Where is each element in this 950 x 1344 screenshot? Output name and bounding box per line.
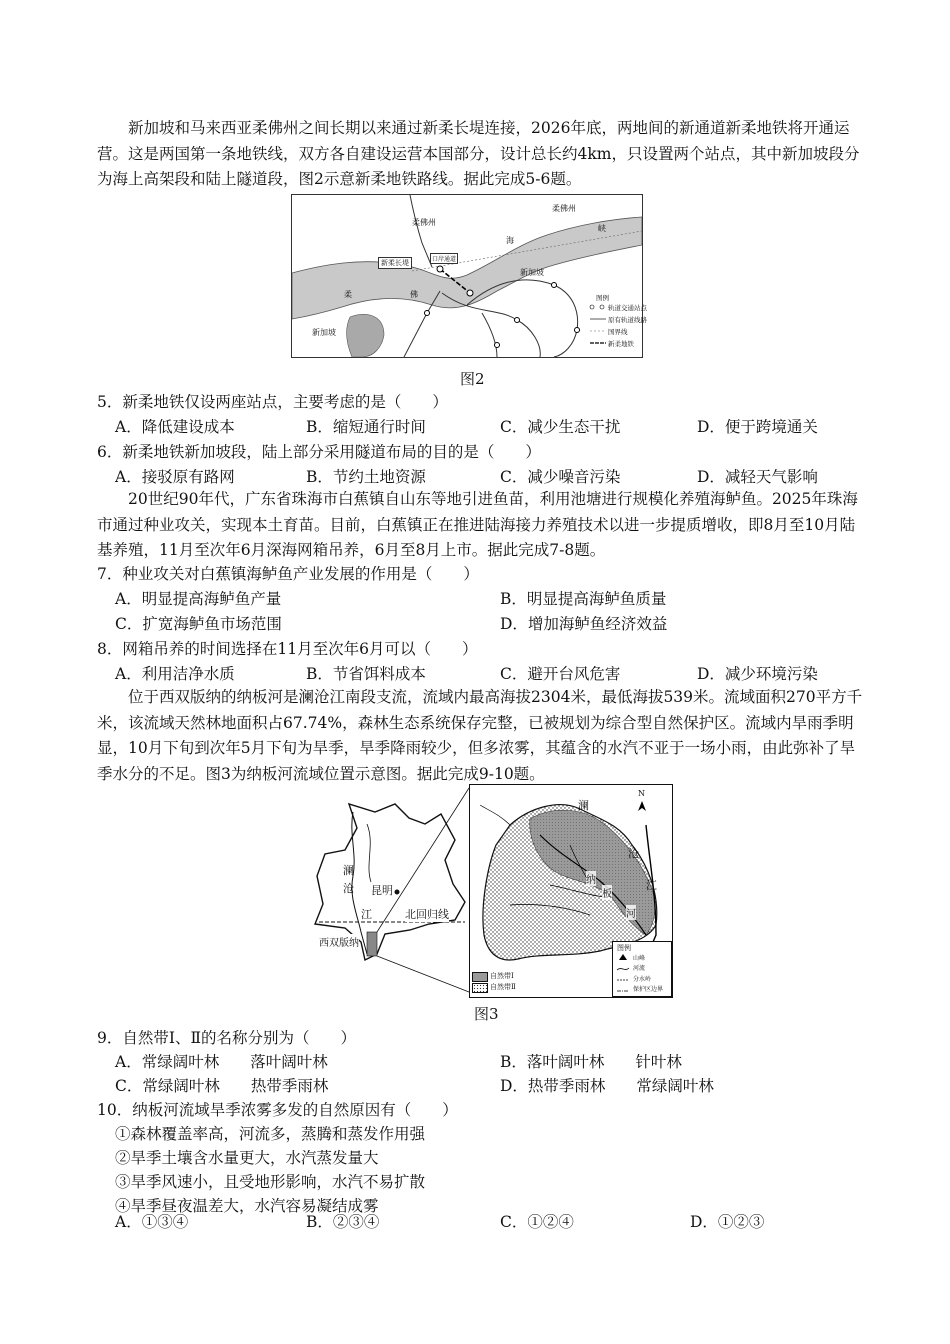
question-6-stem: 6．新柔地铁新加坡段，陆上部分采用隧道布局的目的是（ ）: [97, 443, 541, 461]
label-singapore-west: 新加坡: [312, 328, 336, 337]
q8-option-d[interactable]: D．减少环境污染: [697, 665, 818, 683]
q10-option-a[interactable]: A．①③④: [115, 1213, 189, 1231]
q10-statement-1: ①森林覆盖率高，河流多，蒸腾和蒸发作用强: [115, 1125, 426, 1143]
inset-label-he: 河: [626, 905, 636, 920]
inset-label-cang: 沧: [628, 847, 639, 860]
q10-statement-2: ②旱季土壤含水量更大，水汽蒸发量大: [115, 1149, 379, 1167]
legend-symbol-icons: [615, 952, 631, 996]
legend-zone-1: 自然带Ⅰ: [490, 972, 514, 980]
legend-title-3: 图例: [617, 944, 631, 952]
passage-1: 新加坡和马来西亚柔佛州之间长期以来通过新柔长堤连接，2026年底，两地间的新通道新柔地铁将开通运营。这是两国第一条地铁线，双方各自建设运营本国部分，设计总长约4km，只设置两个站点，其中新加坡段分为海上高架段和陆上隧道段，图2示意新柔地铁路线。据此完成5-6题。: [97, 119, 860, 188]
inset-legend-zones: [472, 971, 528, 995]
legend-swatch-zone-2: [472, 983, 488, 993]
inset-label-na: 纳: [586, 871, 596, 886]
q10-option-d[interactable]: D．①②③: [690, 1213, 765, 1231]
q10-statement-4: ④旱季昼夜温差大，水汽容易凝结成雾: [115, 1197, 379, 1215]
north-arrow: [638, 801, 646, 811]
q5-option-c[interactable]: C．减少生态干扰: [500, 418, 621, 436]
label-johor-state: 柔佛州: [552, 204, 576, 213]
q7-option-d[interactable]: D．增加海鲈鱼经济效益: [500, 615, 668, 633]
figure-2-caption: 图2: [460, 370, 485, 388]
rail-station: [425, 311, 430, 316]
label-tropic: 北回归线: [405, 908, 449, 921]
legend-river: 河流: [633, 965, 646, 972]
legend-peak: 山峰: [633, 955, 646, 962]
q9-option-a[interactable]: A．常绿阔叶林 落叶阔叶林: [115, 1053, 328, 1071]
top-left-river: [480, 805, 510, 825]
naban-location: [367, 932, 377, 956]
legend-zone-2: 自然带Ⅱ: [490, 983, 516, 991]
label-kunming: 昆明: [371, 884, 393, 897]
q5-option-b[interactable]: B．缩短通行时间: [306, 418, 426, 436]
southwest-islet: [347, 314, 384, 357]
label-strait-4: 峡: [598, 224, 606, 233]
q8-option-b[interactable]: B．节省饵料成本: [306, 665, 426, 683]
q6-option-a[interactable]: A．接驳原有路网: [115, 468, 235, 486]
rail-station: [437, 266, 443, 272]
label-johor-city: 柔佛州: [412, 218, 436, 227]
legend-existing-line: 原有轨道线路: [608, 316, 647, 324]
label-singapore-east: 新加坡: [520, 268, 544, 277]
inset-label-lan: 澜: [578, 799, 589, 812]
inset-label-north: N: [638, 789, 645, 798]
zoom-line-lower: [377, 956, 469, 992]
label-xishuangbanna: 西双版纳: [319, 934, 359, 949]
question-9-stem: 9．自然带Ⅰ、Ⅱ的名称分别为（ ）: [97, 1029, 357, 1047]
q6-option-c[interactable]: C．减少噪音污染: [500, 468, 621, 486]
rail-station: [515, 318, 520, 323]
q7-option-c[interactable]: C．扩宽海鲈鱼市场范围: [115, 615, 282, 633]
inset-map: [469, 784, 673, 998]
inset-label-jiang: 江: [646, 879, 657, 892]
q10-statement-3: ③旱季风速小，且受地形影响，水汽不易扩散: [115, 1173, 426, 1191]
legend-border: 国界线: [608, 328, 628, 336]
inset-legend-symbols: [612, 941, 672, 997]
label-lancang-1: 澜: [343, 864, 354, 877]
label-lancang-3: 江: [361, 908, 372, 921]
rail-station: [575, 328, 580, 333]
q10-option-b[interactable]: B．②③④: [306, 1213, 380, 1231]
passage-2: 20世纪90年代，广东省珠海市白蕉镇自山东等地引进鱼苗，利用池塘进行规模化养殖海鲈鱼。2025年珠海市通过种业攻关，实现本土育苗。目前，白蕉镇正在推进陆海接力养殖技术以进一步提质增收，即8月至10月陆基养殖，11月至次年6月深海网箱吊养，6月至8月上市。据此完成7-8题。: [97, 490, 858, 559]
label-lancang-2: 沧: [343, 882, 354, 895]
q7-option-a[interactable]: A．明显提高海鲈鱼产量: [115, 590, 282, 608]
figure-2-map: [291, 194, 647, 358]
legend-reserve-boundary: 保护区边界: [633, 986, 664, 993]
q6-option-b[interactable]: B．节约土地资源: [306, 468, 426, 486]
label-strait-1: 柔: [344, 290, 352, 299]
label-strait-3: 海: [506, 236, 514, 245]
q8-option-c[interactable]: C．避开台风危害: [500, 665, 621, 683]
q5-option-d[interactable]: D．便于跨境通关: [697, 418, 818, 436]
q9-option-d[interactable]: D．热带季雨林 常绿阔叶林: [500, 1077, 714, 1095]
q10-option-c[interactable]: C．①②④: [500, 1213, 574, 1231]
rail-station: [552, 283, 557, 288]
legend-station: 轨道交通站点: [608, 304, 647, 312]
figure-2-legend: [588, 293, 647, 353]
question-7-stem: 7．种业攻关对白蕉镇海鲈鱼产业发展的作用是（ ）: [97, 565, 479, 583]
label-strait-2: 佛: [410, 290, 418, 299]
legend-title: 图例: [596, 294, 609, 302]
q9-option-c[interactable]: C．常绿阔叶林 热带季雨林: [115, 1077, 329, 1095]
rail-station: [495, 343, 500, 348]
legend-swatch-zone-1: [472, 972, 488, 982]
existing-rail-branch: [482, 313, 497, 357]
existing-rail-north: [410, 195, 432, 267]
label-causeway: 新柔长堤: [378, 257, 412, 269]
rail-station: [467, 290, 473, 296]
legend-watershed: 分水岭: [633, 976, 652, 983]
legend-rts: 新柔地铁: [608, 340, 634, 348]
label-customs: 口岸通道: [430, 253, 458, 264]
kunming-dot: [395, 890, 400, 895]
question-5-stem: 5．新柔地铁仅设两座站点，主要考虑的是（ ）: [97, 393, 448, 411]
passage-3: 位于西双版纳的纳板河是澜沧江南段支流，流域内最高海拔2304米，最低海拔539米。流域面积270平方千米，该流域天然林地面积占67.74%，森林生态系统保存完整，已被规划为综合型自然保护区。流域内旱雨季明显，10月下旬到次年5月下旬为旱季，旱季降雨较少，但多浓雾，其蕴含的水汽不亚于一场小雨，由此弥补了旱季水分的不足。图3为纳板河流域位置示意图。据此完成9-10题。: [97, 688, 863, 783]
inset-label-ban: 板: [602, 885, 612, 900]
q5-option-a[interactable]: A．降低建设成本: [115, 418, 235, 436]
q8-option-a[interactable]: A．利用洁净水质: [115, 665, 235, 683]
figure-3-caption: 图3: [474, 1005, 499, 1023]
q7-option-b[interactable]: B．明显提高海鲈鱼质量: [500, 590, 667, 608]
q6-option-d[interactable]: D．减轻天气影响: [697, 468, 818, 486]
q9-option-b[interactable]: B．落叶阔叶林 针叶林: [500, 1053, 682, 1071]
legend-symbols: [588, 303, 608, 353]
figure-3-map: [305, 784, 671, 996]
question-10-stem: 10．纳板河流域旱季浓雾多发的自然原因有（ ）: [97, 1101, 458, 1119]
question-8-stem: 8．网箱吊养的时间选择在11月至次年6月可以（ ）: [97, 640, 478, 658]
